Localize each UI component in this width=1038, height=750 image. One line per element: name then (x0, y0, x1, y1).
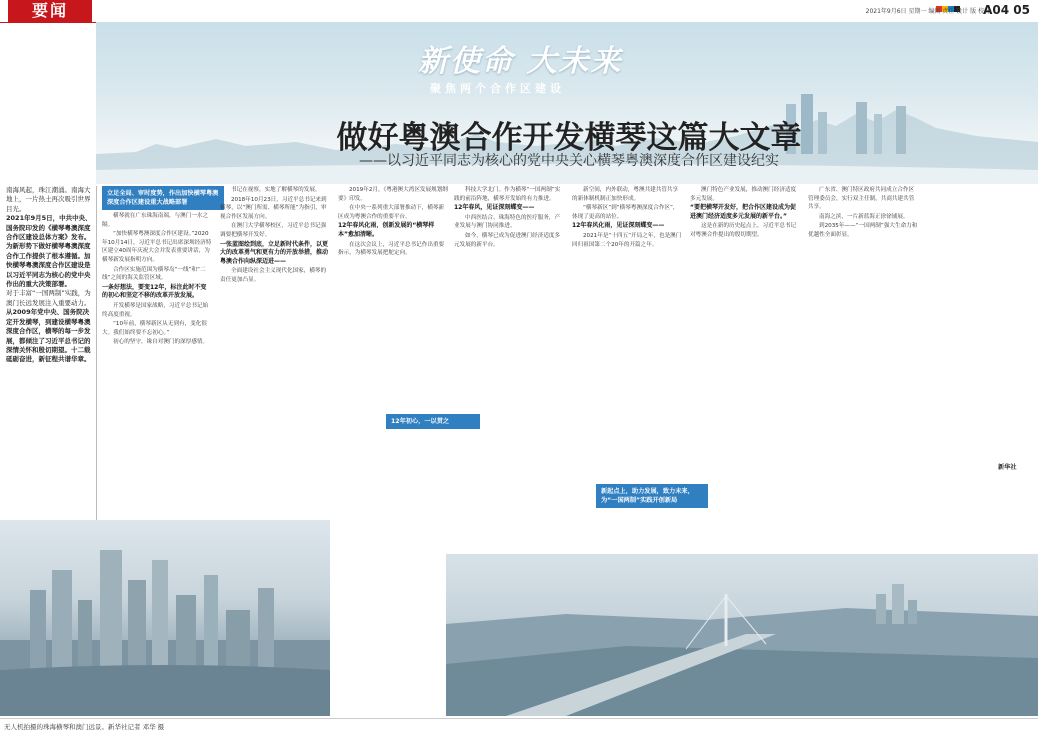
body-paragraph: 书记在视察，实地了解横琴的发展。 (231, 187, 321, 193)
subhead-box: 12年初心，一以贯之 (386, 414, 480, 429)
body-paragraph: 在澳门大学横琴校区，习近平总书记强调要把横琴开发好。 (220, 223, 327, 238)
body-paragraph: “横琴新区”到“横琴粤澳深度合作区”，体现了更高的站位。 (572, 205, 679, 220)
lead-column (6, 186, 92, 406)
headline: 做好粤澳合作开发横琴这篇大文章 (336, 120, 802, 156)
body-paragraph: 全面建设社会主义现代化国家，横琴的责任更加凸显。 (220, 268, 327, 283)
body-paragraph: 南海之滨，一片新蓝海正徐徐铺展。 (819, 213, 909, 220)
subheadline: ——以习近平同志为核心的党中央关心横琴粤澳深度合作区建设纪实 (359, 153, 779, 169)
body-column (690, 186, 800, 546)
body-bold-paragraph: 一条好想法，要变12年，标注此时不变的初心和坚定不移的改革开放发展。 (102, 283, 207, 300)
body-bold-paragraph: 12年春风，见证深刻蝶变—— (454, 204, 535, 212)
section-tag: 要闻 (8, 0, 92, 22)
body-paragraph: 科技大学北门。作为横琴“一国两制”实践的前沿阵地，横琴开发始终有力推进。 (454, 187, 561, 202)
body-paragraph: 2019年2月，《粤港澳大湾区发展规划纲要》印发。 (338, 187, 448, 202)
lead-paragraph: 2021年9月5日，中共中央、国务院印发的《横琴粤澳深度合作区建设总体方案》发布。为新形势下做好横琴粤澳深度合作工作提供了根本遵循。加快横琴粤澳深度合作区建设是以习近平同志为核心的党中央作出的重大决策部署。 (6, 214, 92, 289)
lead-paragraph: 从2009年党中央、国务院决定开发横琴，到建设横琴粤澳深度合作区，横琴的每一步发展，都倾注了习近平总书记的深情关怀和殷切期望。十二载砥砺奋进，新征程共谱华章。 (6, 308, 91, 364)
body-paragraph: 新空间，内外联动，粤澳共建共管共享的新体制机制正加快形成。 (572, 187, 679, 202)
body-paragraph: 这是在新的历史起点上，习近平总书记对粤澳合作提出的殷切期望。 (690, 223, 797, 238)
subhead-box: 新起点上，助力发展，致力未来，为“一国两制”实践开创新局 (596, 484, 708, 508)
lead-paragraph: 对于丰富“一国两制”实践，为澳门长远发展注入重要动力。 (6, 289, 91, 307)
body-paragraph: 在这次会议上，习近平总书记作出重要指示，为横琴发展把舵定向。 (338, 241, 445, 257)
body-column (338, 186, 448, 406)
hero-slogan-sub: 聚焦两个合作区建设 (430, 82, 565, 95)
body-paragraph: “加快横琴粤澳深度合作区建设。”2020年10月14日，习近平总书记出席深圳经济特区建立40周年庆祝大会并发表重要讲话，为横琴新发展指明方向。 (102, 231, 212, 263)
body-bold-paragraph: “要把横琴开发好，把合作区建设成为促进澳门经济适度多元发展的新平台。” (690, 204, 796, 220)
hero-slogan: 新使命 大未来 (418, 44, 623, 79)
body-paragraph: 2021年是“十四五”开局之年，也是澳门回归祖国第二个20年的开篇之年。 (572, 232, 682, 248)
body-paragraph: 初心的坚守，缘自对澳门的深厚感情。 (113, 339, 209, 346)
issue-meta: 2021年9月6日 星期一 编辑 责任 设计 版 校对 (865, 8, 990, 15)
body-bold-paragraph: 12年春风化雨，见证深刻蝶变—— (572, 222, 665, 230)
masthead (0, 0, 1038, 23)
body-column (220, 186, 330, 516)
body-bold-paragraph: 12年春风化雨，创新发展的“横琴样本”愈加清晰。 (338, 222, 435, 238)
body-paragraph: 如今，横琴已成为促进澳门经济适度多元发展的新平台。 (454, 232, 561, 248)
byline: 新华社 (998, 464, 1017, 471)
bottom-rule (0, 718, 1038, 719)
body-paragraph: 合作区实施范围为横琴岛“一线”和“二线”之间的海关监管区域。 (102, 266, 206, 282)
body-paragraph: 2018年10月23日，习近平总书记来到横琴，以“澳门所需、横琴所能”为指引，审视合作区发展方向。 (220, 196, 327, 220)
page-number: A04 05 (983, 3, 1030, 17)
subhead-box: 立足全局、审时度势，作出加快横琴粤澳深度合作区建设重大战略部署 (102, 186, 224, 210)
skyline-photo-illustration (0, 520, 330, 716)
photo-caption: 无人机拍摄的珠海横琴和澳门远景。新华社记者 邓华 摄 (4, 723, 165, 731)
photo-city-skyline (0, 520, 330, 716)
body-paragraph: 到2035年——“一国两制”强大生命力和优越性全面彰显。 (808, 223, 918, 238)
lead-paragraph: 南海风起，珠江潮涌。南海大地上，一片热土再次吸引世界目光。 (6, 186, 91, 213)
body-paragraph: 在中央一系列重大部署推动下，横琴新区成为粤澳合作的重要平台。 (338, 205, 445, 220)
body-column (102, 212, 212, 512)
body-column (454, 186, 564, 546)
body-paragraph: 横琴就在广东珠海南端，与澳门一水之隔。 (102, 213, 209, 228)
body-paragraph: 广东省、澳门特区政府共同成立合作区管理委员会，实行双主任制，共商共建共管共享。 (808, 187, 915, 211)
body-paragraph: 开发横琴是国家战略，习近平总书记始终高度重视。 (102, 302, 209, 318)
aerial-photo-illustration (446, 554, 1038, 716)
body-paragraph: 澳门特色产业发展，推动澳门经济适度多元发展。 (690, 187, 797, 202)
body-paragraph: 中西医结合、珠海特色的医疗服务，产业发展与澳门协同推进。 (454, 214, 561, 230)
body-column (572, 186, 682, 476)
body-paragraph: “10年前，横琴新区从无到有，变化很大。我们始终要不忘初心。” (102, 321, 207, 336)
body-column (808, 186, 918, 546)
photo-aerial-bridge (446, 554, 1038, 716)
body-bold-paragraph: 一张蓝图绘到底，立足新时代条件，以更大的改革勇气和更有力的开放举措，推动粤澳合作向纵深迈进—— (220, 240, 329, 265)
